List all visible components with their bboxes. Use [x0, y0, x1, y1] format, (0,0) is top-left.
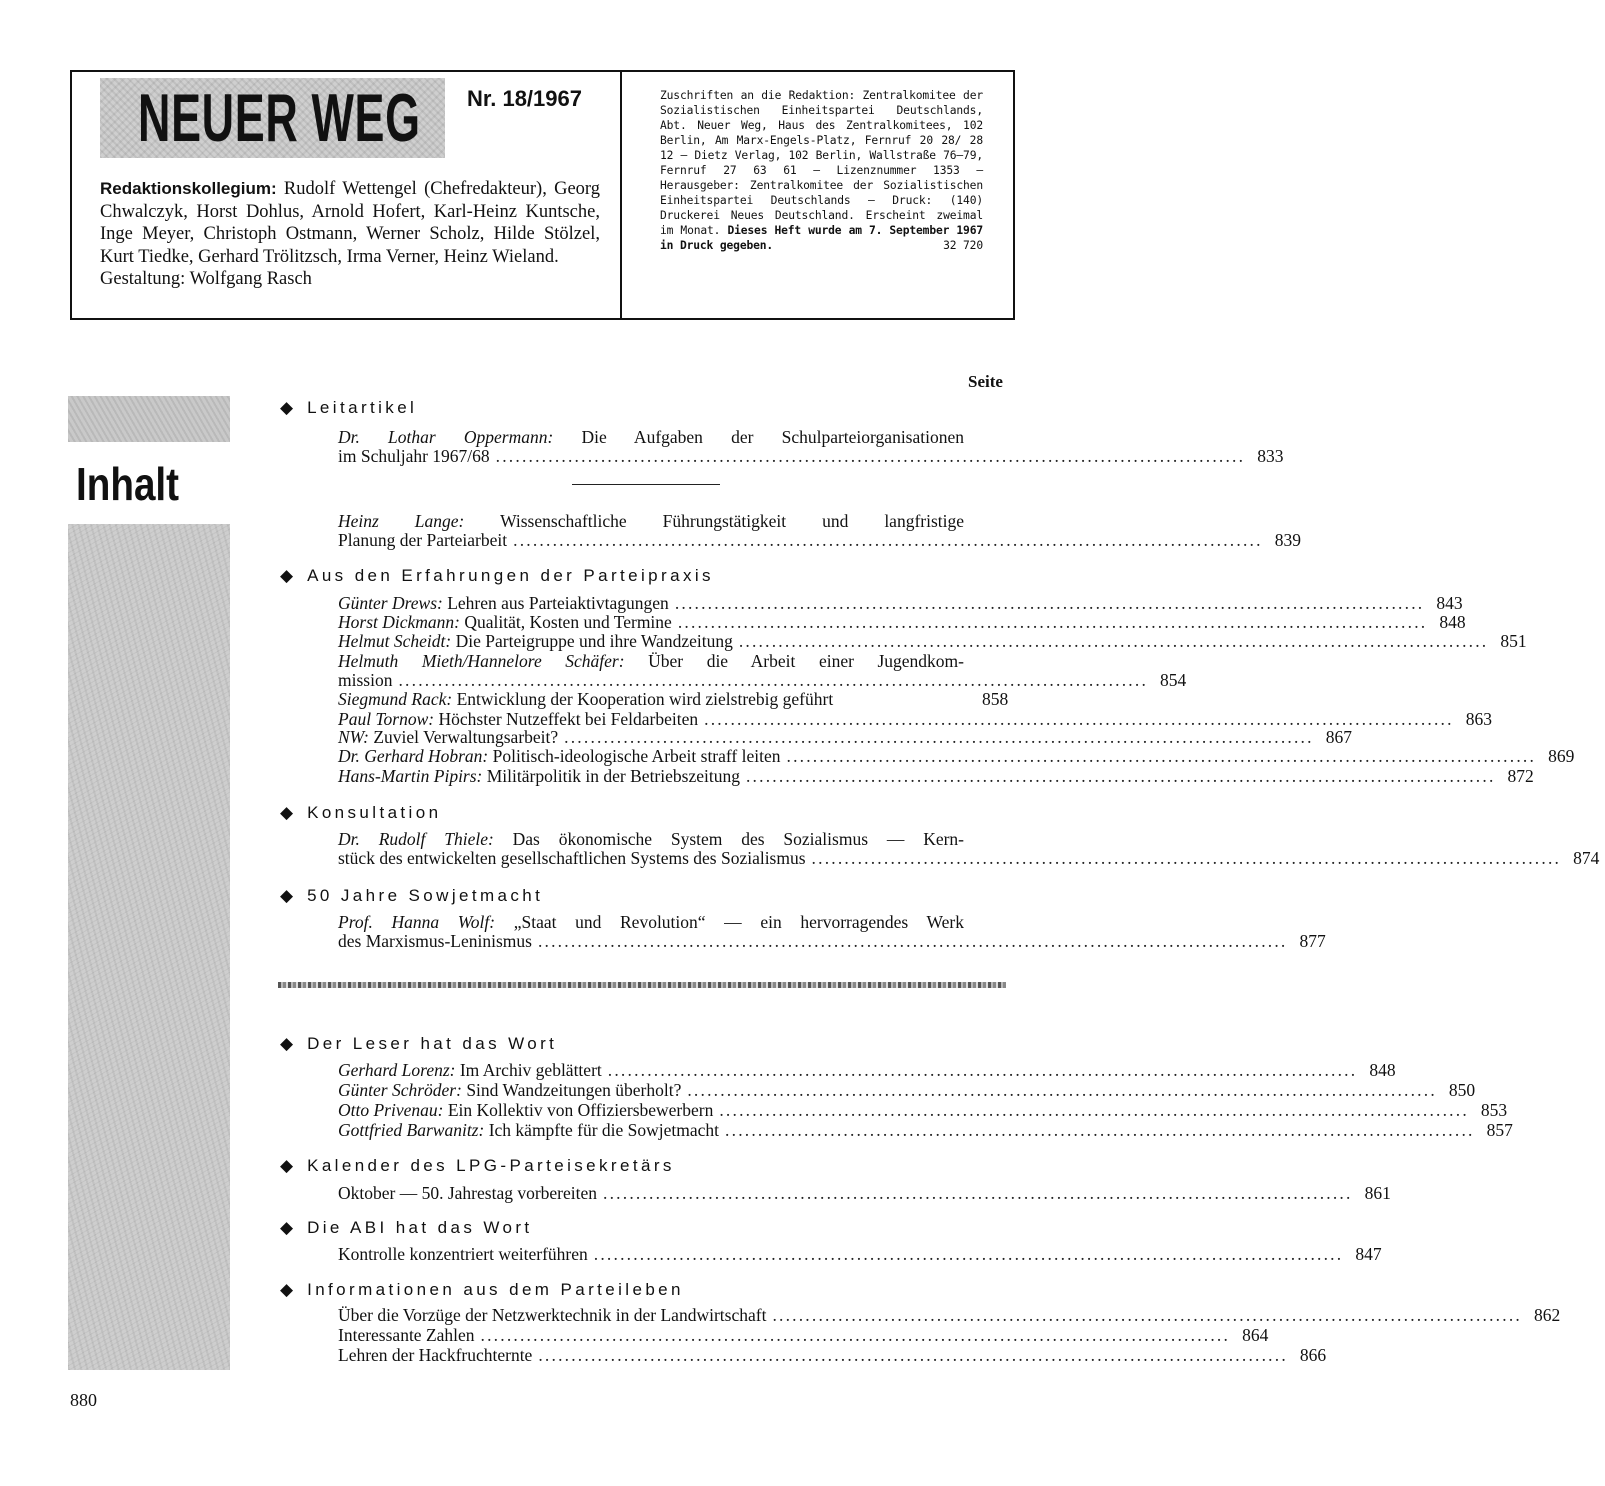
entry-title: Ich kämpfte für die Sowjetmacht: [488, 1120, 720, 1140]
entry-author: NW:: [338, 727, 369, 747]
section-title: Die ABI hat das Wort: [307, 1218, 533, 1237]
entry-author: Hans-Martin Pipirs:: [338, 766, 483, 786]
design-credit: Gestaltung: Wolfgang Rasch: [100, 269, 312, 289]
entry-page: 861: [1364, 1183, 1391, 1203]
entry-page: 877: [1299, 931, 1326, 951]
entry-page: 854: [1160, 670, 1187, 690]
toc-entry[interactable]: Günter Drews: Lehren aus Parteiaktivtagungen .................................................................................................................. 843: [338, 594, 1014, 613]
diamond-bullet-icon: ◆: [280, 398, 294, 417]
section-title: Der Leser hat das Wort: [307, 1034, 558, 1053]
entry-author: Gottfried Barwanitz:: [338, 1120, 485, 1140]
editorial-members: Rudolf Wettengel (Chefredakteur), Georg Chwalczyk, Horst Dohlus, Arnold Hofert, Karl-Heinz Kuntsche, Inge Meyer, Christoph Ostmann, Werner Scholz, Hilde Stölzel, Kurt Tiedke, Gerhard Trölitzsch, Irma Verner, Heinz Wieland.: [100, 179, 600, 267]
section-title: 50 Jahre Sowjetmacht: [307, 886, 544, 905]
toc-entry[interactable]: Dr. Rudolf Thiele: Das ökonomische System des Sozialismus — Kern- stück des entwickelten gesellschaftlichen Systems des Sozialismus .................................................................................................................. 874: [338, 830, 1014, 868]
entry-title: stück des entwickelten gesellschaftlichen Systems des Sozialismus: [338, 848, 806, 868]
toc-entry[interactable]: Kontrolle konzentriert weiterführen .................................................................................................................. 847: [338, 1245, 1014, 1264]
section-kalender: [280, 1156, 675, 1176]
toc-entry[interactable]: Gerhard Lorenz: Im Archiv geblättert .................................................................................................................. 848: [338, 1061, 1014, 1080]
entry-author: Heinz Lange:: [338, 511, 465, 531]
entry-title: Lehren der Hackfruchternte: [338, 1345, 533, 1365]
entry-page: 862: [1534, 1305, 1561, 1325]
entry-page: 851: [1500, 631, 1527, 651]
entry-title: Höchster Nutzeffekt bei Feldarbeiten: [438, 709, 699, 729]
toc-entry[interactable]: Über die Vorzüge der Netzwerktechnik in der Landwirtschaft .................................................................................................................. 862: [338, 1306, 1014, 1325]
toc-entry[interactable]: Helmuth Mieth/Hannelore Schäfer: Über die Arbeit einer Jugendkom- mission .................................................................................................................. 854: [338, 652, 1014, 690]
section-title: Leitartikel: [307, 398, 418, 417]
entry-author: Otto Privenau:: [338, 1100, 444, 1120]
editorial-label: Redaktionskollegium:: [100, 179, 277, 198]
diamond-bullet-icon: ◆: [280, 1156, 294, 1175]
section-title: Aus den Erfahrungen der Parteipraxis: [307, 566, 714, 585]
entry-author: Paul Tornow:: [338, 709, 435, 729]
entry-author: Helmuth Mieth/Hannelore Schäfer:: [338, 651, 625, 671]
entry-title: „Staat und Revolution“ — ein hervorragendes Werk: [513, 912, 965, 932]
publisher-info: [660, 88, 983, 254]
entry-title: Über die Arbeit einer Jugendkom-: [648, 651, 964, 671]
entry-title: im Schuljahr 1967/68: [338, 446, 490, 466]
toc-entry[interactable]: Günter Schröder: Sind Wandzeitungen überholt? .................................................................................................................. 850: [338, 1081, 1014, 1100]
neuer-weg-logo: [100, 78, 445, 158]
entry-title: Kontrolle konzentriert weiterführen: [338, 1244, 588, 1264]
section-erfahrungen: [280, 566, 714, 586]
entry-page: 869: [1548, 746, 1575, 766]
sidebar-screen-band: [68, 396, 230, 442]
toc-entry[interactable]: Lehren der Hackfruchternte .................................................................................................................. 866: [338, 1346, 1014, 1365]
entry-author: Dr. Gerhard Hobran:: [338, 746, 489, 766]
entry-author: Helmut Scheidt:: [338, 631, 452, 651]
toc-entry[interactable]: Hans-Martin Pipirs: Militärpolitik in der Betriebszeitung .................................................................................................................. 872: [338, 767, 1014, 786]
entry-title: Zuviel Verwaltungsarbeit?: [373, 727, 559, 747]
toc-entry[interactable]: Otto Privenau: Ein Kollektiv von Offiziersbewerbern .................................................................................................................. 853: [338, 1101, 1014, 1120]
entry-title: Über die Vorzüge der Netzwerktechnik in der Landwirtschaft: [338, 1305, 767, 1325]
section-leser: [280, 1034, 557, 1054]
entry-title: Lehren aus Parteiaktivtagungen: [447, 593, 669, 613]
entry-author: Siegmund Rack:: [338, 689, 453, 709]
entry-title: Politisch-ideologische Arbeit straff leiten: [492, 746, 781, 766]
toc-entry[interactable]: Interessante Zahlen .................................................................................................................. 864: [338, 1326, 1014, 1345]
toc-entry[interactable]: [338, 690, 1014, 709]
entry-title: Interessante Zahlen: [338, 1325, 475, 1345]
entry-author: Dr. Lothar Oppermann:: [338, 427, 554, 447]
page-column-label: Seite: [968, 372, 1003, 391]
masthead-divider: [620, 70, 622, 320]
toc-entry[interactable]: Gottfried Barwanitz: Ich kämpfte für die Sowjetmacht .................................................................................................................. 857: [338, 1121, 1014, 1140]
divider-rule: [572, 484, 720, 485]
entry-title: Qualität, Kosten und Termine: [464, 612, 672, 632]
toc-entry[interactable]: Heinz Lange: Wissenschaftliche Führungstätigkeit und langfristige Planung der Parteiarbeit .................................................................................................................. 839: [338, 512, 1014, 550]
section-title: Informationen aus dem Parteileben: [307, 1280, 684, 1299]
entry-title: Im Archiv geblättert: [459, 1060, 602, 1080]
logo-text: NEUER WEG: [138, 80, 421, 156]
entry-title: Die Aufgaben der Schulparteiorganisationen: [581, 427, 965, 447]
issue-number: Nr. 18/1967: [467, 86, 582, 111]
entry-title: Die Parteigruppe und ihre Wandzeitung: [455, 631, 733, 651]
entry-title: Entwicklung der Kooperation wird zielstrebig geführt: [456, 689, 834, 709]
section-title: Konsultation: [307, 803, 442, 822]
entry-author: Günter Schröder:: [338, 1080, 462, 1100]
entry-page: 848: [1369, 1060, 1396, 1080]
section-leitartikel: [280, 398, 417, 418]
entry-page: 853: [1480, 1100, 1508, 1120]
entry-page: 847: [1355, 1244, 1382, 1264]
entry-page: 864: [1242, 1325, 1269, 1345]
toc-entry[interactable]: Helmut Scheidt: Die Parteigruppe und ihre Wandzeitung .................................................................................................................. 851: [338, 632, 1014, 651]
diamond-bullet-icon: ◆: [280, 1218, 294, 1237]
toc-entry[interactable]: Prof. Hanna Wolf: „Staat und Revolution“ — ein hervorragendes Werk des Marxismus-Leninismus .................................................................................................................. 877: [338, 913, 1014, 951]
toc-entry[interactable]: Paul Tornow: Höchster Nutzeffekt bei Feldarbeiten .................................................................................................................. 863: [338, 710, 1014, 729]
entry-page: 839: [1274, 530, 1301, 550]
editorial-board: [100, 178, 600, 291]
entry-title: Oktober — 50. Jahrestag vorbereiten: [338, 1183, 598, 1203]
entry-page: 833: [1257, 446, 1284, 466]
section-title: Kalender des LPG-Parteisekretärs: [307, 1156, 675, 1175]
entry-title: Militärpolitik in der Betriebszeitung: [486, 766, 740, 786]
entry-page: 850: [1448, 1080, 1476, 1100]
entry-page: 858: [982, 689, 1009, 709]
entry-title: Sind Wandzeitungen überholt?: [466, 1080, 682, 1100]
toc-entry[interactable]: Dr. Lothar Oppermann: Die Aufgaben der Schulparteiorganisationen im Schuljahr 1967/68 .................................................................................................................. 833: [338, 428, 1014, 466]
entry-author: Dr. Rudolf Thiele:: [338, 829, 494, 849]
entry-page: 866: [1299, 1345, 1327, 1365]
toc-entry[interactable]: Dr. Gerhard Hobran: Politisch-ideologische Arbeit straff leiten .................................................................................................................. 869: [338, 747, 1014, 766]
entry-page: 848: [1439, 612, 1466, 632]
entry-page: 874: [1573, 848, 1600, 868]
section-sowjetmacht: [280, 886, 543, 906]
entry-title: Das ökonomische System des Sozialismus — Kern-: [512, 829, 965, 849]
entry-author: Gerhard Lorenz:: [338, 1060, 456, 1080]
section-abi: [280, 1218, 533, 1238]
page-number: 880: [70, 1390, 97, 1410]
contents-title: Inhalt: [76, 458, 180, 510]
diamond-bullet-icon: ◆: [280, 1034, 294, 1053]
entry-title: Wissenschaftliche Führungstätigkeit und langfristige: [500, 511, 965, 531]
publisher-address: Zuschriften an die Redaktion: Zentralkomitee der Sozialistischen Einheitspartei Deutschlands, Abt. Neuer Weg, Haus des Zentralkomitees, 102 Berlin, Am Marx-Engels-Platz, Fernruf 20 28/ 28 12 — Dietz Verlag, 102 Berlin, Wallstraße 76–79, Fernruf 27 63 61 — Lizenznummer 1353 — Herausgeber: Zentralkomitee der Sozialistischen Einheitspartei Deutschlands — Druck: (140) Druckerei Neues Deutschland. Erscheint zweimal im Monat.: [660, 89, 983, 238]
entry-page: 867: [1325, 727, 1352, 747]
entry-title: des Marxismus-Leninismus: [338, 931, 532, 951]
toc-entry[interactable]: Horst Dickmann: Qualität, Kosten und Termine .................................................................................................................. 848: [338, 613, 1014, 632]
entry-author: Horst Dickmann:: [338, 612, 460, 632]
diamond-bullet-icon: ◆: [280, 566, 294, 585]
screened-divider-band: [278, 982, 1006, 988]
entry-page: 857: [1486, 1120, 1513, 1140]
section-informationen: [280, 1280, 684, 1300]
print-code: 32 720: [943, 239, 983, 253]
diamond-bullet-icon: ◆: [280, 1280, 294, 1299]
toc-entry[interactable]: NW: Zuviel Verwaltungsarbeit? .................................................................................................................. 867: [338, 728, 1014, 747]
entry-author: Günter Drews:: [338, 593, 443, 613]
entry-page: 872: [1507, 766, 1534, 786]
diamond-bullet-icon: ◆: [280, 803, 294, 822]
entry-title: Ein Kollektiv von Offiziersbewerbern: [447, 1100, 714, 1120]
entry-page: 843: [1436, 593, 1463, 613]
entry-title: mission: [338, 670, 393, 690]
print-date-note: Dieses Heft wurde am 7. September 1967 in Druck gegeben.: [660, 224, 983, 253]
entry-author: Prof. Hanna Wolf:: [338, 912, 496, 932]
entry-page: 863: [1465, 709, 1492, 729]
diamond-bullet-icon: ◆: [280, 886, 294, 905]
sidebar-screen-column: [68, 524, 230, 1370]
section-konsultation: [280, 803, 441, 823]
entry-title: Planung der Parteiarbeit: [338, 530, 508, 550]
toc-entry[interactable]: Oktober — 50. Jahrestag vorbereiten .................................................................................................................. 861: [338, 1184, 1014, 1203]
